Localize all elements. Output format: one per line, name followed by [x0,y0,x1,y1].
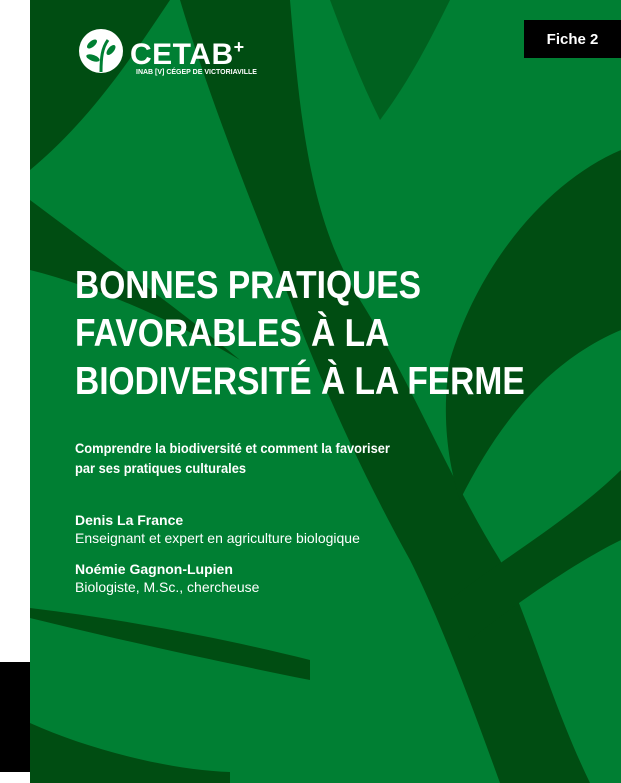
title-line: FAVORABLES À LA [75,312,390,355]
subtitle-line: par ses pratiques culturales [75,460,247,476]
subtitle-line: Comprendre la biodiversité et comment la favoriser [75,440,390,456]
author-role: Enseignant et expert en agriculture biologique [75,530,360,546]
logo-name: CETAB+ [130,37,245,71]
leaf-circle-icon [78,28,124,74]
side-black-bar [0,662,30,772]
author-name: Denis La France [75,512,184,528]
logo-subline: INAB [V] CÉGEP DE VICTORIAVILLE [136,69,257,76]
author [75,511,360,547]
cetab-logo [78,28,257,76]
fiche-badge: Fiche 2 [524,20,621,58]
author [75,560,259,596]
document-subtitle [75,438,390,478]
author-role: Biologiste, M.Sc., chercheuse [75,579,260,595]
title-line: BONNES PRATIQUES [75,264,422,307]
cover-page [30,0,621,783]
author-name: Noémie Gagnon-Lupien [75,561,233,577]
title-line: BIODIVERSITÉ À LA FERME [75,360,525,403]
document-title [75,262,525,406]
